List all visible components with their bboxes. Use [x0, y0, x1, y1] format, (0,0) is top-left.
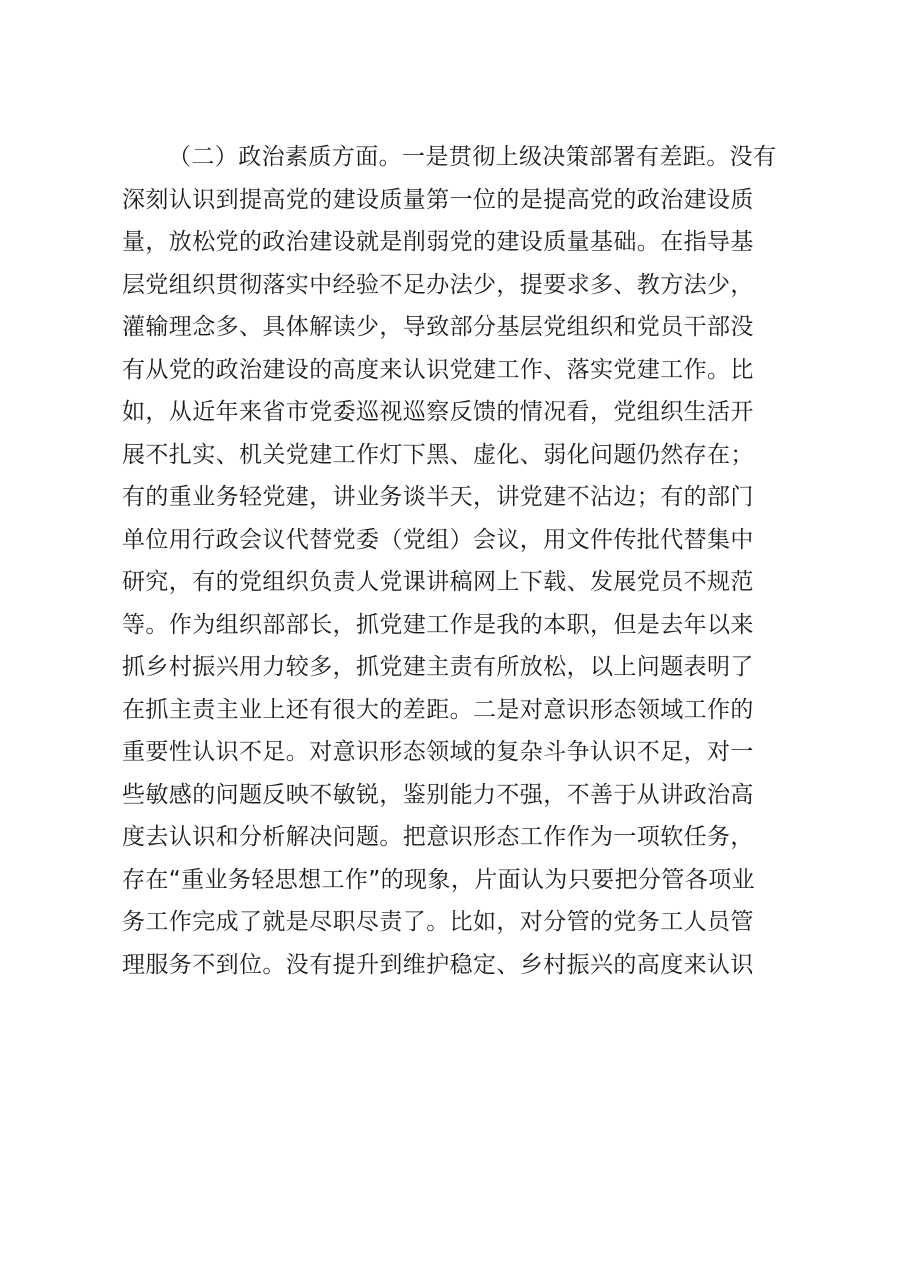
text-line: 些敏感的问题反映不敏锐，鉴别能力不强，不善于从讲政治高 — [122, 781, 754, 808]
text-line: 有的重业务轻党建，讲业务谈半天，讲党建不沾边；有的部门 — [122, 484, 754, 510]
text-line: 抓乡村振兴用力较多，抓党建主责有所放松，以上问题表明了 — [122, 654, 754, 680]
text-line: 量，放松党的政治建设就是削弱党的建设质量基础。在指导基 — [122, 229, 754, 255]
text-line: 如，从近年来省市党委巡视巡察反馈的情况看，党组织生活开 — [122, 399, 754, 425]
text-line: 务工作完成了就是尽职尽责了。比如，对分管的党务工人员管 — [122, 909, 754, 935]
text-line: （二）政治素质方面。一是贯彻上级决策部署有差距。没有 — [168, 144, 777, 170]
text-line: 展不扎实、机关党建工作灯下黑、虚化、弱化问题仍然存在； — [122, 441, 754, 468]
body-paragraph — [122, 136, 802, 986]
text-line: 有从党的政治建设的高度来认识党建工作、落实党建工作。比 — [122, 356, 754, 383]
text-line: 在抓主责主业上还有很大的差距。二是对意识形态领域工作的 — [122, 696, 754, 723]
text-line: 研究，有的党组织负责人党课讲稿网上下载、发展党员不规范 — [122, 569, 754, 595]
text-line: 重要性认识不足。对意识形态领域的复杂斗争认识不足，对一 — [122, 739, 754, 765]
text-line: 单位用行政会议代替党委（党组）会议，用文件传批代替集中 — [122, 526, 754, 553]
text-line: 存在“重业务轻思想工作”的现象，片面认为只要把分管各项业 — [122, 866, 756, 893]
text-line: 层党组织贯彻落实中经验不足办法少，提要求多、教方法少， — [122, 271, 754, 298]
text-line: 度去认识和分析解决问题。把意识形态工作作为一项软任务， — [122, 824, 754, 850]
text-line: 深刻认识到提高党的建设质量第一位的是提高党的政治建设质 — [122, 186, 754, 213]
text-line: 等。作为组织部部长，抓党建工作是我的本职，但是去年以来 — [122, 611, 754, 638]
text-line: 理服务不到位。没有提升到维护稳定、乡村振兴的高度来认识 — [122, 951, 754, 978]
text-line: 灌输理念多、具体解读少，导致部分基层党组织和党员干部没 — [122, 314, 754, 340]
